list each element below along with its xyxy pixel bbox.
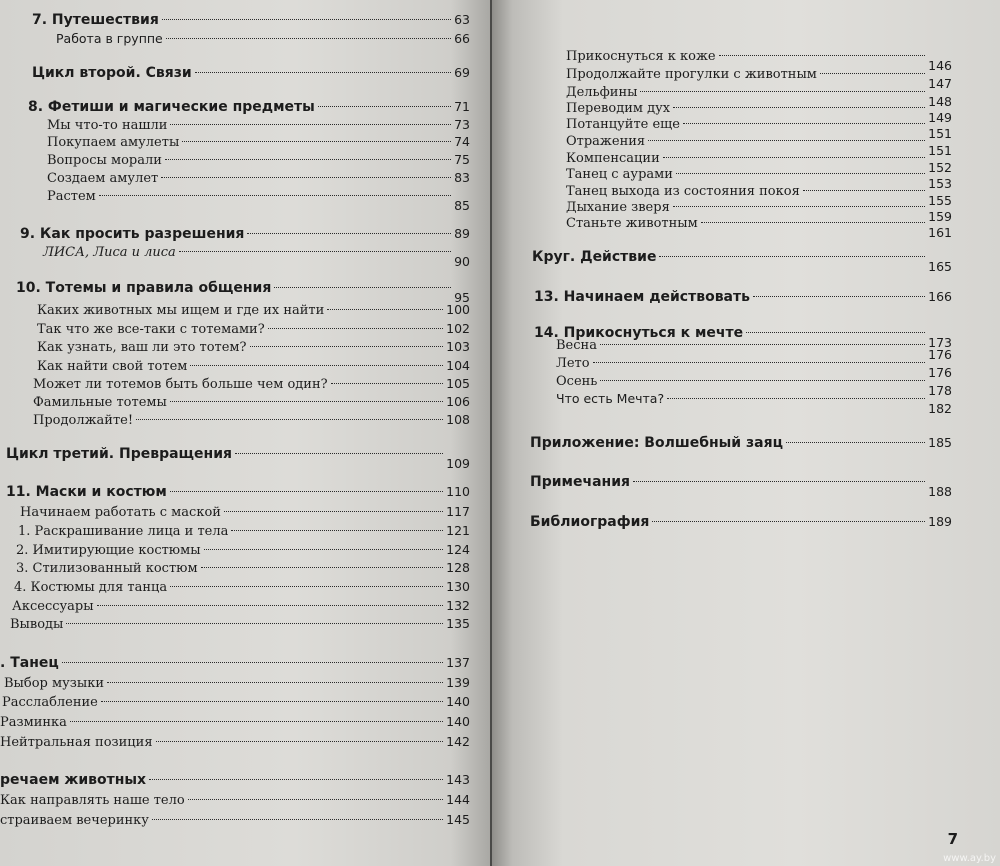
toc-entry-r3: Дельфины 148 (566, 85, 952, 109)
toc-entry-r1: Прикоснуться к коже 146 (566, 49, 952, 73)
toc-entry-r12: Круг. Действие 165 (532, 249, 952, 274)
toc-entry-r9: Танец выхода из состояния покоя 155 (566, 184, 952, 208)
toc-entry-r5: Потанцуйте еще 151 (566, 117, 952, 141)
toc-entry-l16: Как найти свой тотем 104 (37, 358, 470, 374)
toc-entry-r15: Весна 176 (556, 338, 952, 362)
toc-entry-r19: Приложение: Волшебный заяц 185 (530, 435, 952, 451)
toc-entry-l22: Начинаем работать с маской 117 (20, 504, 470, 520)
toc-entry-l32: Разминка 140 (0, 714, 470, 730)
toc-entry-r4: Переводим дух 149 (566, 101, 952, 125)
toc-entry-r11: Станьте животным 161 (566, 216, 952, 240)
page-number: 7 (947, 830, 958, 848)
toc-entry-l36: страиваем вечеринку 145 (0, 812, 470, 828)
toc-entry-l12: 10. Тотемы и правила общения 95 (16, 280, 470, 305)
toc-entry-r8: Танец с аурами 153 (566, 167, 952, 191)
toc-entry-l3: Цикл второй. Связи 69 (32, 65, 470, 81)
toc-entry-l9: Растем 85 (47, 189, 470, 213)
toc-entry-l4: 8. Фетиши и магические предметы 71 (28, 99, 470, 115)
toc-entry-l5: Мы что-то нашли 73 (47, 117, 470, 133)
toc-entry-r20: Примечания 188 (530, 474, 952, 499)
toc-entry-l20: Цикл третий. Превращения 109 (6, 446, 470, 471)
toc-entry-l27: Аксессуары 132 (12, 598, 470, 614)
toc-entry-l26: 4. Костюмы для танца 130 (14, 579, 470, 595)
left-page (0, 0, 490, 866)
toc-entry-l29: . Танец 137 (0, 655, 470, 671)
right-page (492, 0, 1000, 866)
toc-entry-l28: Выводы 135 (10, 616, 470, 632)
toc-entry-l10: 9. Как просить разрешения 89 (20, 226, 470, 242)
toc-entry-r14: 14. Прикоснуться к мечте 173 (534, 325, 952, 350)
toc-entry-l7: Вопросы морали 75 (47, 152, 470, 168)
toc-entry-l25: 3. Стилизованный костюм 128 (16, 560, 470, 576)
toc-entry-r16: Лето 176 (556, 356, 952, 380)
toc-entry-l21: 11. Маски и костюм 110 (6, 484, 470, 500)
toc-entry-l34: речаем животных 143 (0, 772, 470, 788)
toc-entry-r17: Осень 178 (556, 374, 952, 398)
toc-entry-r2: Продолжайте прогулки с животным 147 (566, 67, 952, 91)
toc-entry-l23: 1. Раскрашивание лица и тела 121 (18, 523, 470, 539)
toc-entry-l2: Работа в группе 66 (56, 31, 470, 46)
toc-entry-l18: Фамильные тотемы 106 (33, 394, 470, 410)
toc-entry-l31: Расслабление 140 (2, 694, 470, 710)
toc-entry-r10: Дыхание зверя 159 (566, 200, 952, 224)
toc-entry-r13: 13. Начинаем действовать 166 (534, 289, 952, 305)
toc-entry-l33: Нейтральная позиция 142 (0, 734, 470, 750)
toc-entry-l11: ЛИСА, Лиса и лиса 90 (43, 245, 470, 269)
toc-entry-l17: Может ли тотемов быть больше чем один? 105 (33, 376, 470, 392)
toc-entry-r6: Отражения 151 (566, 134, 952, 158)
toc-entry-l14: Так что же все-таки с тотемами? 102 (37, 321, 470, 337)
toc-entry-r18: Что есть Мечта? 182 (556, 391, 952, 416)
toc-entry-l8: Создаем амулет 83 (47, 170, 470, 186)
toc-entry-l35: Как направлять наше тело 144 (0, 792, 470, 808)
toc-entry-l19: Продолжайте! 108 (33, 412, 470, 428)
watermark: www.ay.by (943, 853, 996, 864)
toc-entry-r7: Компенсации 152 (566, 151, 952, 175)
toc-entry-l1: 7. Путешествия 63 (32, 12, 470, 28)
toc-entry-l30: Выбор музыки 139 (4, 675, 470, 691)
toc-entry-l13: Каких животных мы ищем и где их найти 100 (37, 302, 470, 318)
toc-entry-l24: 2. Имитирующие костюмы 124 (16, 542, 470, 558)
toc-entry-r21: Библиография 189 (530, 514, 952, 530)
toc-entry-l6: Покупаем амулеты 74 (47, 134, 470, 150)
toc-entry-l15: Как узнать, ваш ли это тотем? 103 (37, 339, 470, 355)
